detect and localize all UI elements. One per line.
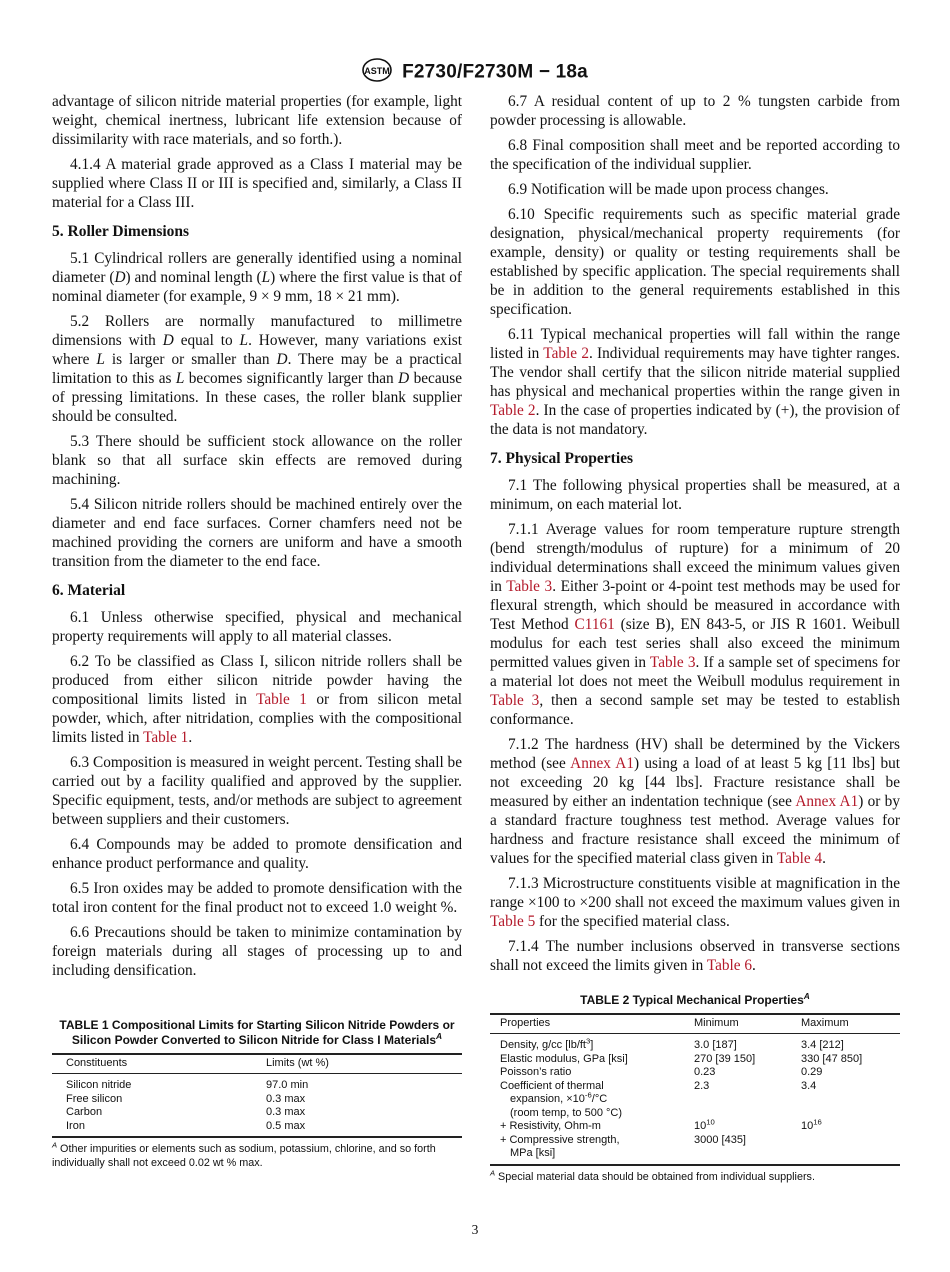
table-cell: Free silicon xyxy=(66,1092,123,1105)
table-cell: 0.23 xyxy=(694,1066,716,1078)
table-cell: 330 [47 850] xyxy=(801,1052,863,1065)
table-row xyxy=(52,1120,462,1138)
table-4-link[interactable]: Table 4 xyxy=(776,850,823,867)
table-cell: 3.4 [212] xyxy=(801,1039,844,1051)
table-cell: 3000 [435] xyxy=(694,1133,746,1146)
paragraph-6-11: 6.11 Typical mechanical properties will fall within the range listed in Table 2. Individual requirements may have tighter ranges. The vendor shall certify that the silicon nitride material supplied has physical and mechanical properties within the range given in Table 2. In the case of properties indicated by (+), the provision of the data is not mandatory. xyxy=(490,326,900,438)
table-1-header-cell: Constituents xyxy=(52,1054,266,1074)
table-1-grid xyxy=(52,1053,462,1138)
table-1 xyxy=(52,1018,462,1170)
table-cell: MPa [ksi] xyxy=(510,1147,556,1159)
paragraph-6-4: 6.4 Compounds may be added to promote densification and enhance product performance and quality. xyxy=(52,836,462,872)
paragraph-6-6: 6.6 Precautions should be taken to minimize contamination by foreign materials during all stages of processing up to and including densification. xyxy=(52,924,462,979)
page-header xyxy=(0,58,950,87)
table-1-title: TABLE 1 Compositional Limits for Starting Silicon Nitride Powders or Silicon Powder Converted to Silicon Nitride for Class I Materials$^A$ xyxy=(59,1018,455,1047)
table-1-header-cell: Limits (wt %) xyxy=(266,1054,462,1074)
paragraph-7-1: 7.1 The following physical properties shall be measured, at a minimum, on each material lot. xyxy=(490,477,900,513)
paragraph-6-2: 6.2 To be classified as Class I, silicon nitride rollers shall be produced from either silicon nitride powder having the compositional limits listed in Table 1 or from silicon metal powder, which, after nitridation, complies with the compositional limits listed in Table 1. xyxy=(52,653,462,746)
paragraph-7-1-3: 7.1.3 Microstructure constituents visible at magnification in the range ×100 to ×200 shall not exceed the maximum values given in Table 5 for the specified material class. xyxy=(490,875,900,930)
table-cell: 97.0 min xyxy=(266,1079,309,1091)
table-cell xyxy=(694,1093,801,1107)
table-cell: 3.4 xyxy=(801,1079,817,1092)
table-2-header-cell: Properties xyxy=(490,1014,694,1034)
table-3-link[interactable]: Table 3 xyxy=(649,654,696,671)
c1161-link[interactable]: C1161 xyxy=(574,616,615,633)
table-2 xyxy=(490,993,900,1184)
section-6-heading: 6. Material xyxy=(52,582,126,599)
table-cell: Density, g/cc $[lb/ft^3]$ xyxy=(500,1036,594,1051)
paragraph-4-1-4: 4.1.4 A material grade approved as a Class I material may be supplied where Class II or III is specified and, similarly, a Class II material for a Class III. xyxy=(52,156,462,211)
paragraph-6-9: 6.9 Notification will be made upon process changes. xyxy=(508,181,829,198)
table-cell: $10^{16}$ xyxy=(801,1117,822,1132)
table-3-link[interactable]: Table 3 xyxy=(490,692,540,709)
table-3-link[interactable]: Table 3 xyxy=(506,578,553,595)
paragraph-7-1-2: 7.1.2 The hardness (HV) shall be determined by the Vickers method (see Annex A1) using a load of at least 5 kg [11 lbs] but not exceeding 20 kg [44 lbs]. Fracture resistance shall be measured by either an indentation technique (see Annex A1) or by a standard fracture toughness test method. Average values for hardness and fracture resistance shall exceed the minimum of values for the specified material class given in Table 4. xyxy=(490,736,900,867)
table-cell: 2.3 xyxy=(694,1079,710,1092)
paragraph-5-4: 5.4 Silicon nitride rollers should be machined entirely over the diameter and end face surfaces. Corner chamfers need not be machined providing the corners are uniform and have a smooth transition from the diameter to the end face. xyxy=(52,496,462,570)
paragraph-6-7: 6.7 A residual content of up to 2 % tungsten carbide from powder processing is allowable. xyxy=(490,93,900,129)
table-1-link[interactable]: Table 1 xyxy=(143,729,189,746)
table-cell: Iron xyxy=(66,1119,85,1132)
table-row xyxy=(490,1080,900,1094)
paragraph-5-2: 5.2 Rollers are normally manufactured to millimetre dimensions with D equal to L. However, many variations exist where L is larger or smaller than D. There may be a practical limitation to this as L becomes significantly larger than D because of pressing limitations. In these cases, the roller blank supplier should be consulted. xyxy=(52,313,463,425)
paragraph-6-3: 6.3 Composition is measured in weight percent. Testing shall be carried out by a facility qualified and approved by the supplier. Specific equipment, tests, and/or methods are subject to agreement between suppliers and their customers. xyxy=(52,754,462,828)
left-column xyxy=(52,92,462,986)
table-row xyxy=(490,1107,900,1121)
table-cell xyxy=(801,1093,900,1107)
table-cell: Carbon xyxy=(66,1106,103,1118)
paragraph-7-1-4: 7.1.4 The number inclusions observed in transverse sections shall not exceed the limits given in Table 6. xyxy=(490,938,900,974)
table-cell: Coefficient of thermal xyxy=(500,1079,604,1092)
table-2-title: TABLE 2 Typical Mechanical Properties$^A$ xyxy=(580,991,810,1007)
table-cell: Silicon nitride xyxy=(66,1079,132,1091)
table-cell xyxy=(801,1134,900,1148)
annex-a1-link[interactable]: Annex A1 xyxy=(795,793,859,810)
table-cell: + Compressive strength, xyxy=(500,1133,620,1146)
table-row xyxy=(490,1053,900,1067)
table-2-header-row xyxy=(490,1014,900,1034)
table-1-link[interactable]: Table 1 xyxy=(256,691,307,708)
table-row xyxy=(52,1093,462,1107)
table-2-link[interactable]: Table 2 xyxy=(490,402,536,419)
table-cell: 270 [39 150] xyxy=(694,1052,756,1065)
paragraph-6-5: 6.5 Iron oxides may be added to promote densification with the total iron content for the final product not to exceed 1.0 weight %. xyxy=(52,880,462,916)
table-cell: Elastic modulus, GPa [ksi] xyxy=(500,1052,628,1065)
table-cell: (room temp, to 500 °C) xyxy=(510,1106,622,1119)
table-cell: + Resistivity, Ohm-m xyxy=(500,1120,601,1132)
paragraph-6-10: 6.10 Specific requirements such as specific material grade designation, physical/mechanical property requirements (for example, density) or quality or testing requirements shall be established by specific application. The special requirements shall be in addition to the general requirements established in this specification. xyxy=(490,206,900,318)
table-row xyxy=(52,1074,462,1093)
table-cell: 0.3 max xyxy=(266,1106,306,1118)
table-cell xyxy=(801,1147,900,1165)
page-number: 3 xyxy=(471,1222,479,1237)
table-2-header-cell: Minimum xyxy=(694,1014,801,1034)
table-row xyxy=(52,1106,462,1120)
table-row xyxy=(490,1120,900,1134)
table-row xyxy=(490,1034,900,1053)
table-row xyxy=(490,1134,900,1148)
paragraph-5-1: 5.1 Cylindrical rollers are generally identified using a nominal diameter (D) and nominal length (L) where the first value is that of nominal diameter (for example, 9 × 9 mm, 18 × 21 mm). xyxy=(52,250,462,305)
table-2-header-cell: Maximum xyxy=(801,1014,900,1034)
table-cell: Poisson’s ratio xyxy=(500,1066,572,1078)
table-row xyxy=(490,1066,900,1080)
table-row xyxy=(490,1093,900,1107)
right-column xyxy=(490,92,900,981)
paragraph-6-8: 6.8 Final composition shall meet and be reported according to the specification of the individual supplier. xyxy=(490,137,900,173)
paragraph-7-1-1: 7.1.1 Average values for room temperature rupture strength (bend strength/modulus of rupture) for a minimum of 20 individual determinations shall exceed the minimum values given in Table 3. Either 3-point or 4-point test methods may be used for flexural strength, which should be measured in accordance with Test Method C1161 (size B), EN 843-5, or JIS R 1601. Weibull modulus for each test series shall also exceed the minimum permitted values given in Table 3. If a sample set of specimens for a material lot does not meet the Weibull modulus requirement in Table 3, then a second sample set may be tested to establish conformance. xyxy=(490,521,900,728)
table-2-link[interactable]: Table 2 xyxy=(543,345,589,362)
table-cell: expansion, $\times 10^{-6}/^\circ C$ xyxy=(510,1090,608,1105)
table-2-footnote: $^A$ Special material data should be obtained from individual suppliers. xyxy=(490,1167,815,1183)
document-code: F2730/F2730M − 18a xyxy=(402,61,588,83)
astm-logo-icon xyxy=(362,58,392,87)
table-cell xyxy=(694,1147,801,1165)
table-cell: 3.0 [187] xyxy=(694,1039,737,1051)
paragraph-6-1: 6.1 Unless otherwise specified, physical and mechanical property requirements will apply to all material classes. xyxy=(52,609,462,645)
paragraph-4-1-3-continued: advantage of silicon nitride material properties (for example, light weight, chemical inertness, lubricant life extension because of dissimilarity with race materials, and so forth.). xyxy=(52,93,462,148)
paragraph-5-3: 5.3 There should be sufficient stock allowance on the roller blank so that all surface skin effects are removed during machining. xyxy=(52,433,462,488)
table-cell: 0.5 max xyxy=(266,1119,306,1132)
table-1-footnote: $^A$ Other impurities or elements such as sodium, potassium, chlorine, and so forth individually shall not exceed 0.02 wt % max. xyxy=(52,1140,436,1169)
table-5-link[interactable]: Table 5 xyxy=(490,913,536,930)
table-cell: $10^{10}$ xyxy=(694,1117,715,1132)
section-5-heading: 5. Roller Dimensions xyxy=(52,223,190,240)
table-cell: 0.3 max xyxy=(266,1092,306,1105)
table-row xyxy=(490,1147,900,1165)
table-6-link[interactable]: Table 6 xyxy=(706,957,753,974)
section-7-heading: 7. Physical Properties xyxy=(490,450,634,467)
table-1-header-row xyxy=(52,1054,462,1074)
svg-text:ASTM: ASTM xyxy=(364,66,390,76)
annex-a1-link[interactable]: Annex A1 xyxy=(570,755,635,772)
table-2-grid xyxy=(490,1013,900,1166)
table-cell: 0.29 xyxy=(801,1066,823,1078)
